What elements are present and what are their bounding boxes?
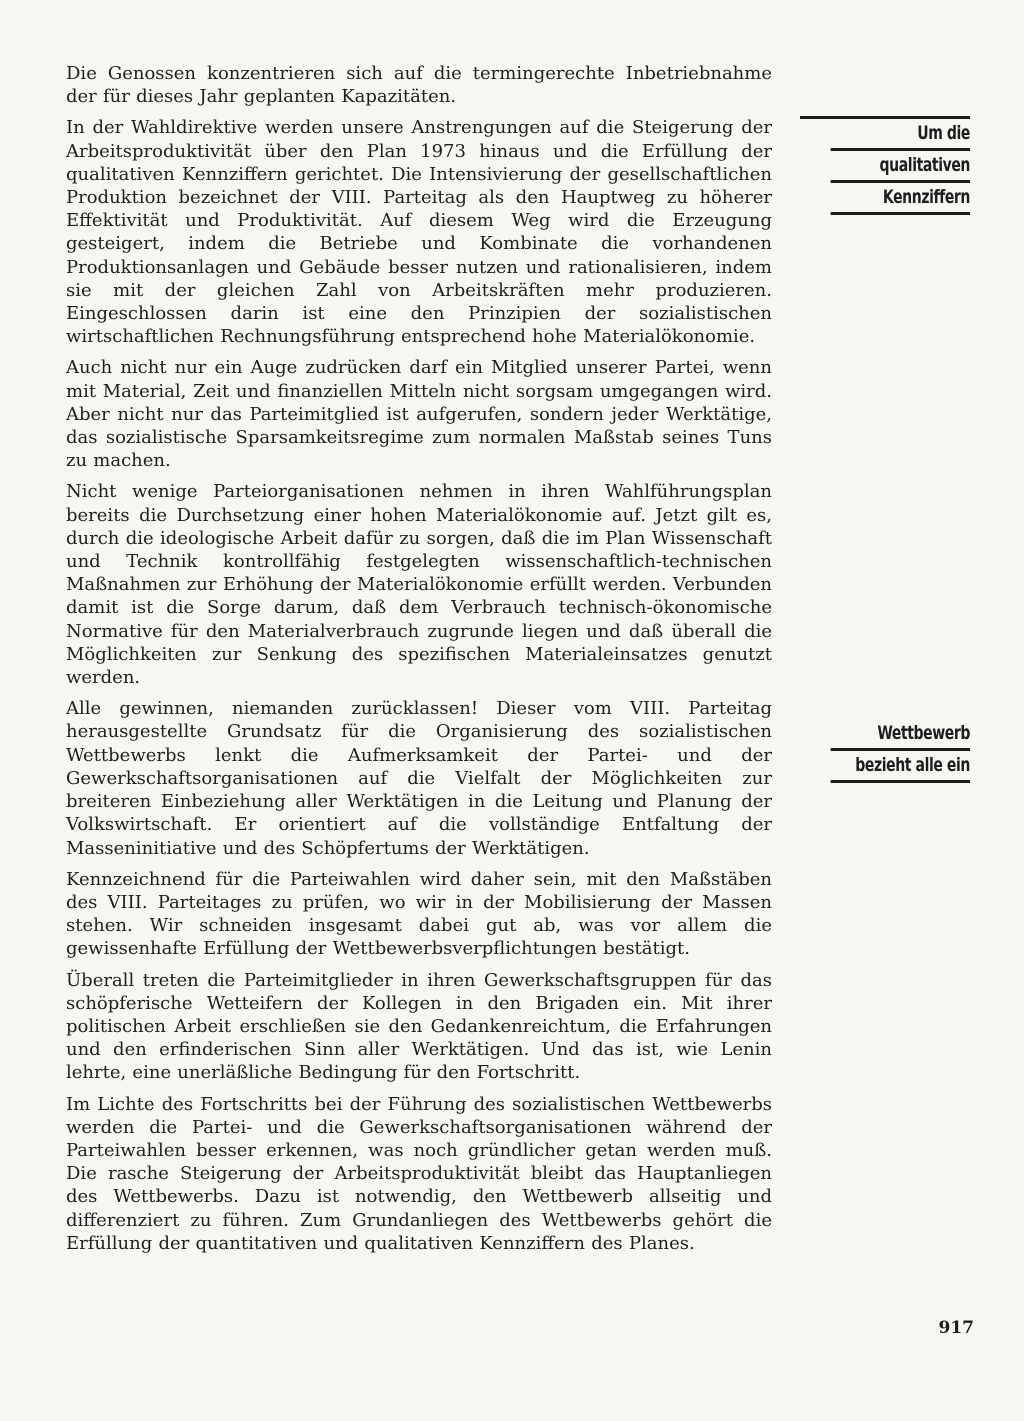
- paragraph-6: Kennzeichnend für die Parteiwahlen wird daher sein, mit den Maßstäben des VIII. Parteitages zu prüfen, wo wir in der Mobilisierung der Massen stehen. Wir schneiden insgesamt dabei gut ab, was vor allem die gewissenhafte Erfüllung der Wettbewerbsverpflichtungen bestätigt.: [66, 868, 772, 960]
- margin-heading-line: Kennziffern: [831, 183, 970, 215]
- margin-heading-line: Um die: [831, 119, 970, 151]
- margin-heading-wettbewerb: [800, 719, 970, 783]
- body-text-column: [66, 62, 772, 1263]
- paragraph-7: Überall treten die Parteimitglieder in ihren Gewerkschaftsgruppen für das schöpferische Wetteifern der Kollegen in den Brigaden ein. Mit ihrer politischen Arbeit erschließen sie den Gedankenreichtum, die Erfahrungen und den erfinderischen Sinn aller Werktätigen. Und das ist, wie Lenin lehrte, eine unerläßliche Bedingung für den Fortschritt.: [66, 969, 772, 1084]
- paragraph-8: Im Lichte des Fortschritts bei der Führung des sozialistischen Wettbewerbs werden die Partei- und die Gewerkschaftsorganisationen während der Parteiwahlen besser erkennen, was noch gründlicher getan werden muß. Die rasche Steigerung der Arbeitsproduktivität bleibt das Hauptanliegen des Wettbewerbs. Dazu ist notwendig, den Wettbewerb allseitig und differenziert zu führen. Zum Grundanliegen des Wettbewerbs gehört die Erfüllung der quantitativen und qualitativen Kennziffern des Planes.: [66, 1093, 772, 1254]
- paragraph-1: Die Genossen konzentrieren sich auf die termingerechte Inbetriebnahme der für dieses Jahr geplanten Kapazitäten.: [66, 63, 772, 108]
- paragraph-2: In der Wahldirektive werden unsere Anstrengungen auf die Steigerung der Arbeitsproduktivität über den Plan 1973 hinaus und die Erfüllung der qualitativen Kennziffern gerichtet. Die Intensivierung der gesellschaftlichen Produktion bezeichnet der VIII. Parteitag als den Hauptweg zu höherer Effektivität und Produktivität. Auf diesem Weg wird die Erzeugung gesteigert, indem die Betriebe und Kombinate die vorhandenen Produktionsanlagen und Gebäude besser nutzen und rationalisieren, indem sie mit der gleichen Zahl von Arbeitskräften mehr produzieren. Eingeschlossen darin ist eine den Prinzipien der sozialistischen wirtschaftlichen Rechnungsführung entsprechend hohe Materialökonomie.: [66, 117, 772, 348]
- margin-heading-line: Wettbewerb: [831, 719, 970, 751]
- page-number: 917: [938, 1318, 974, 1338]
- paragraph-3: Auch nicht nur ein Auge zudrücken darf ein Mitglied unserer Partei, wenn mit Material, Zeit und finanziellen Mitteln nicht sorgsam umgegangen wird. Aber nicht nur das Parteimitglied ist aufgerufen, sondern jeder Werktätige, das sozialistische Sparsamkeitsregime zum normalen Maßstab seines Tuns zu machen.: [66, 357, 772, 472]
- margin-heading-line: qualitativen: [831, 151, 970, 183]
- paragraph-5: Alle gewinnen, niemanden zurücklassen! Dieser vom VIII. Parteitag herausgestellte Grundsatz für die Organisierung des sozialistischen Wettbewerbs lenkt die Aufmerksamkeit der Partei- und der Gewerkschaftsorganisationen auf die Vielfalt der Möglichkeiten zur breiteren Einbeziehung aller Werktätigen in die Leitung und Planung der Volkswirtschaft. Er orientiert auf die vollständige Entfaltung der Masseninitiative und des Schöpfertums der Werktätigen.: [66, 698, 772, 859]
- margin-heading-qualitative-kennziffern: [800, 116, 970, 215]
- paragraph-4: Nicht wenige Parteiorganisationen nehmen in ihren Wahlführungsplan bereits die Durchsetzung einer hohen Materialökonomie auf. Jetzt gilt es, durch die ideologische Arbeit dafür zu sorgen, daß die im Plan Wissenschaft und Technik kontrollfähig festgelegten wissenschaftlich-technischen Maßnahmen zur Erhöhung der Materialökonomie erfüllt werden. Verbunden damit ist die Sorge darum, daß dem Verbrauch technisch-ökonomische Normative für den Materialverbrauch zugrunde liegen und daß überall die Möglichkeiten zur Senkung des spezifischen Materialeinsatzes genutzt werden.: [66, 481, 772, 689]
- margin-heading-line: bezieht alle ein: [831, 751, 970, 783]
